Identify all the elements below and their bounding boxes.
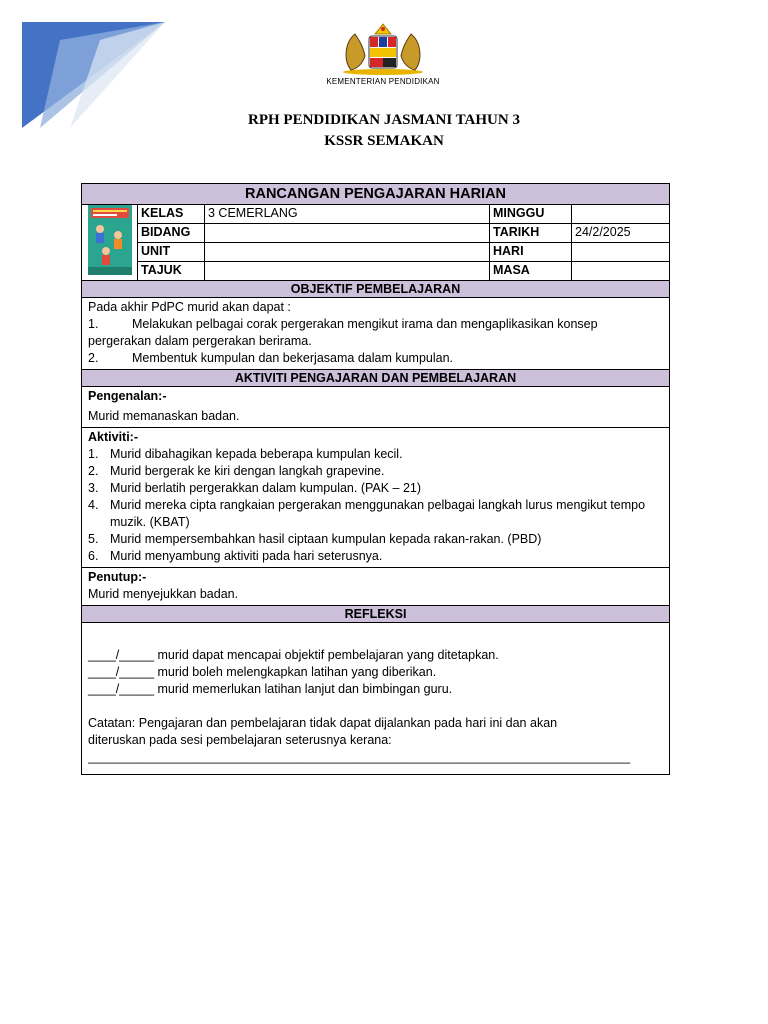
- masa-value: [572, 262, 670, 281]
- list-item: 3. Murid berlatih pergerakkan dalam kumpulan. (PAK – 21): [88, 481, 422, 495]
- aktiviti-steps: [88, 446, 663, 565]
- minggu-label: MINGGU: [490, 205, 572, 224]
- coat-of-arms-icon: [333, 22, 433, 76]
- aktiviti-label: Aktiviti:-: [88, 430, 138, 444]
- kelas-label: KELAS: [138, 205, 205, 224]
- bidang-label: BIDANG: [138, 224, 205, 243]
- unit-label: UNIT: [138, 243, 205, 262]
- refleksi-line: ____/_____ murid memerlukan latihan lanjut dan bimbingan guru.: [88, 682, 453, 696]
- list-item: 1. Murid dibahagikan kepada beberapa kumpulan kecil.: [88, 447, 403, 461]
- lesson-plan-table: [81, 183, 670, 775]
- tajuk-label: TAJUK: [138, 262, 205, 281]
- corner-decoration: [0, 0, 170, 130]
- unit-value: [205, 243, 490, 262]
- pengenalan-section: [82, 387, 670, 428]
- list-item: 4. Murid mereka cipta rangkaian pergerakan menggunakan pelbagai langkah lurus mengikut tempo muzik. (KBAT): [88, 498, 646, 529]
- hari-label: HARI: [490, 243, 572, 262]
- list-item: 6. Murid menyambung aktiviti pada hari seterusnya.: [88, 549, 383, 563]
- minggu-value: [572, 205, 670, 224]
- table-main-title: RANCANGAN PENGAJARAN HARIAN: [82, 184, 670, 205]
- textbook-cover-icon: [88, 205, 132, 275]
- objektif-item: 2. Membentuk kumpulan dan bekerjasama dalam kumpulan.: [88, 351, 454, 365]
- catatan-line: Catatan: Pengajaran dan pembelajaran tidak dapat dijalankan pada hari ini dan akan: [88, 716, 558, 730]
- aktiviti-section: [82, 428, 670, 568]
- objektif-item: 1. Melakukan pelbagai corak pergerakan mengikut irama dan mengaplikasikan konsep: [88, 317, 598, 331]
- penutup-text: Murid menyejukkan badan.: [88, 587, 239, 601]
- crest-caption: KEMENTERIAN PENDIDIKAN: [326, 77, 440, 86]
- tajuk-value: [205, 262, 490, 281]
- objektif-intro: Pada akhir PdPC murid akan dapat :: [88, 300, 291, 314]
- masa-label: MASA: [490, 262, 572, 281]
- tarikh-value: 24/2/2025: [572, 224, 670, 243]
- refleksi-line: ____/_____ murid dapat mencapai objektif pembelajaran yang ditetapkan.: [88, 648, 499, 662]
- objektif-heading: OBJEKTIF PEMBELAJARAN: [82, 281, 670, 298]
- objektif-item-continuation: pergerakan dalam pergerakan berirama.: [88, 334, 312, 348]
- catatan-line: diteruskan pada sesi pembelajaran seterusnya kerana:: [88, 733, 392, 747]
- list-item: 2. Murid bergerak ke kiri dengan langkah grapevine.: [88, 464, 385, 478]
- textbook-cover-image: [82, 205, 138, 281]
- refleksi-section: [82, 623, 670, 775]
- tarikh-label: TARIKH: [490, 224, 572, 243]
- refleksi-heading: REFLEKSI: [82, 606, 670, 623]
- document-title: RPH PENDIDIKAN JASMANI TAHUN 3: [248, 112, 520, 128]
- ministry-crest: [318, 22, 448, 92]
- bidang-value: [205, 224, 490, 243]
- penutup-label: Penutup:-: [88, 570, 147, 584]
- penutup-section: [82, 568, 670, 606]
- objektif-body: [82, 298, 670, 370]
- refleksi-line: ____/_____ murid boleh melengkapkan latihan yang diberikan.: [88, 665, 437, 679]
- kelas-value: 3 CEMERLANG: [205, 205, 490, 224]
- pengenalan-label: Pengenalan:-: [88, 389, 167, 403]
- catatan-blank-line: ______________________________________________________________________________: [88, 750, 631, 764]
- aktiviti-heading: AKTIVITI PENGAJARAN DAN PEMBELAJARAN: [82, 370, 670, 387]
- document-subtitle: KSSR SEMAKAN: [324, 133, 444, 149]
- list-item: 5. Murid mempersembahkan hasil ciptaan kumpulan kepada rakan-rakan. (PBD): [88, 532, 542, 546]
- pengenalan-text: Murid memanaskan badan.: [88, 409, 240, 423]
- hari-value: [572, 243, 670, 262]
